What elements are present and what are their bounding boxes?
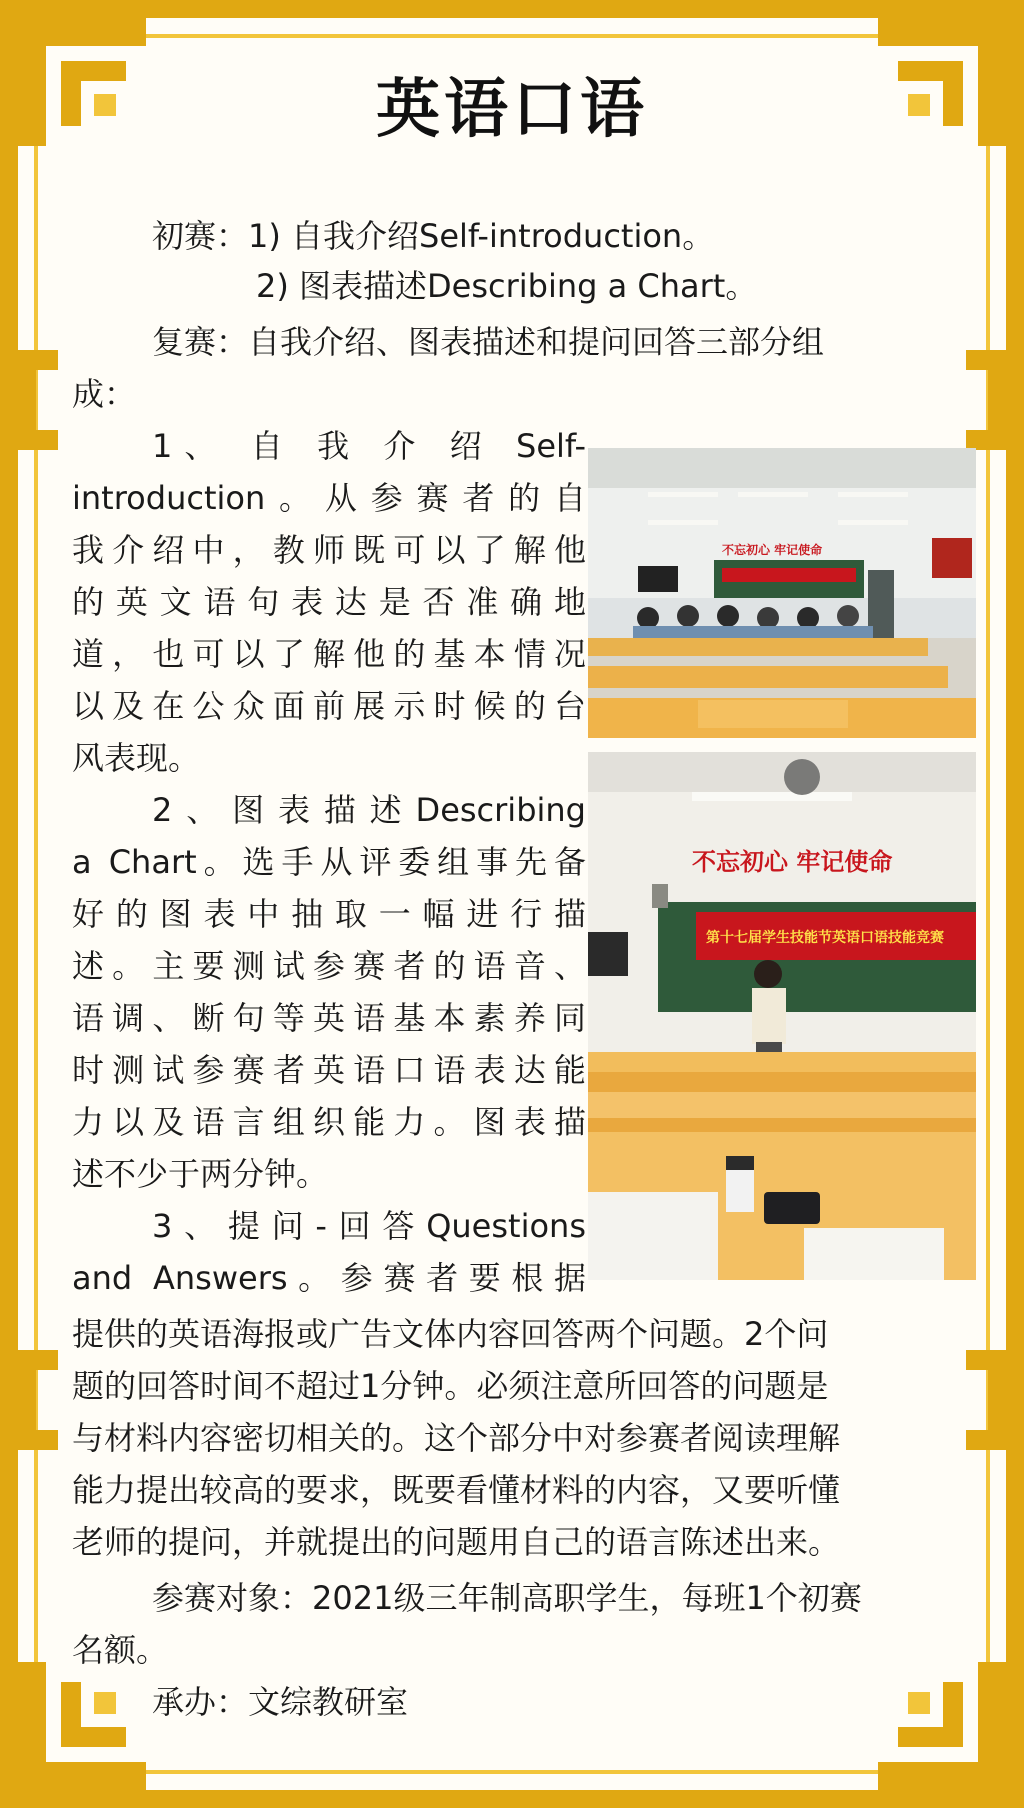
section1-line: 1、 自 我 介 绍 Self- [152, 427, 586, 465]
section3-line: and Answers。参赛者要根据 [72, 1259, 586, 1297]
section2-line: 语调、断句等英语基本素养同 [72, 999, 586, 1037]
participants-line-2: 名额。 [72, 1631, 169, 1669]
prelim-line-1: 初赛：1) 自我介绍Self-introduction。 [152, 217, 715, 255]
slogan-text: 不忘初心 牢记使命 [722, 543, 823, 557]
corner-ornament-icon [868, 1652, 1018, 1802]
section1-line: 道，也可以了解他的基本情况 [72, 635, 586, 673]
corner-ornament-icon [6, 1652, 156, 1802]
section2-line: a Chart。选手从评委组事先备 [72, 843, 586, 881]
final-line-1: 复赛：自我介绍、图表描述和提问回答三部分组 [152, 323, 825, 361]
classroom-photo [588, 448, 976, 738]
section3-line: 提供的英语海报或广告文体内容回答两个问题。2个问 [72, 1315, 829, 1353]
section3-line: 与材料内容密切相关的。这个部分中对参赛者阅读理解 [72, 1419, 841, 1457]
section2-line: 时测试参赛者英语口语表达能 [72, 1051, 586, 1089]
section1-line: 以及在公众面前展示时候的台 [72, 687, 586, 725]
section1-line: 风表现。 [72, 739, 201, 777]
side-ornament-icon [8, 340, 68, 460]
participants-line-1: 参赛对象：2021级三年制高职学生，每班1个初赛 [152, 1579, 862, 1617]
banner-text: 第十七届学生技能节英语口语技能竞赛 [706, 930, 944, 946]
section2-line: 力以及语言组织能力。图表描 [72, 1103, 586, 1141]
organizer: 承办：文综教研室 [152, 1683, 409, 1721]
prelim-line-2: 2) 图表描述Describing a Chart。 [256, 267, 758, 305]
section1-line: introduction。从参赛者的自 [72, 479, 586, 517]
section2-line: 好的图表中抽取一幅进行描 [72, 895, 586, 933]
section3-line: 能力提出较高的要求，既要看懂材料的内容，又要听懂 [72, 1471, 841, 1509]
section3-line: 老师的提问，并就提出的问题用自己的语言陈述出来。 [72, 1523, 841, 1561]
side-ornament-icon [8, 1340, 68, 1460]
section2-line: 述。主要测试参赛者的语音、 [72, 947, 586, 985]
page-title: 英语口语 [376, 73, 648, 147]
speaker-photo [588, 752, 976, 1280]
section1-line: 的英文语句表达是否准确地 [72, 583, 586, 621]
slogan-text: 不忘初心 牢记使命 [692, 848, 893, 876]
section3-line: 题的回答时间不超过1分钟。必须注意所回答的问题是 [72, 1367, 829, 1405]
section1-line: 我介绍中，教师既可以了解他 [72, 531, 586, 569]
section2-line: 2、图表描述Describing [152, 791, 586, 829]
section2-line: 述不少于两分钟。 [72, 1155, 329, 1193]
final-line-2: 成： [72, 375, 137, 413]
section3-line: 3、提问-回答Questions [152, 1207, 586, 1245]
